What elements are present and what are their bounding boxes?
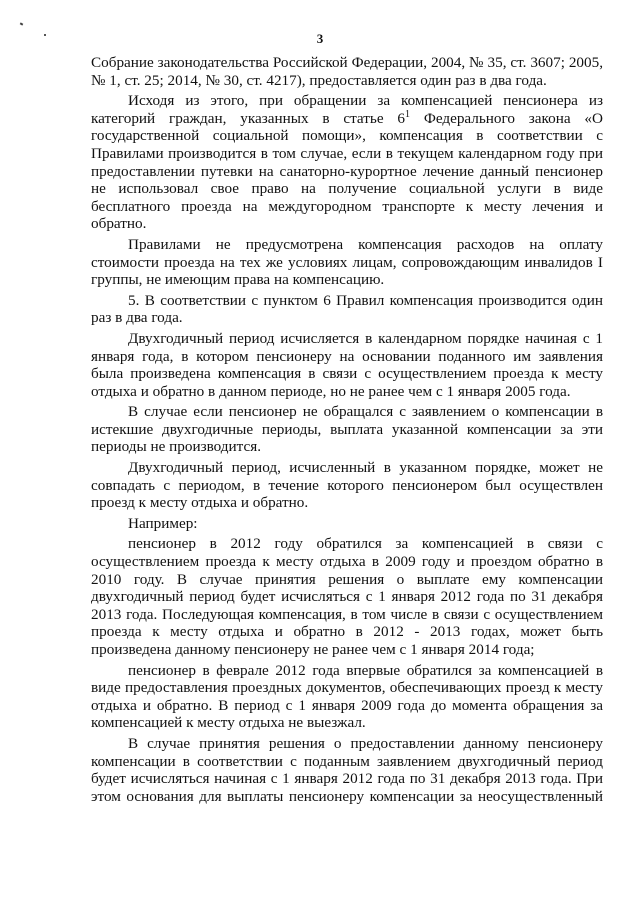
paragraph-period-mismatch: Двухгодичный период, исчисленный в указанном порядке, может не совпадать с периодом, в течение которого пенсионером был осуществлен проезд к месту отдыха и обратно. <box>91 459 603 512</box>
paragraph-example-1: пенсионер в 2012 году обратился за компенсацией в связи с осуществлением проезда к месту отдыха в 2009 году и проездом обратно в 2010 году. В случае принятия решения о выплате ему компенсации двухгодичный период будет исчисляться с 1 января 2012 года по 31 декабря 2013 года. Последующая компенсация, в том числе в связи с осуществлением проезда к месту отдыха и обратно в 2012 - 2013 годах, может быть произведена данному пенсионеру не ранее чем с 1 января 2014 года; <box>91 535 603 658</box>
paragraph-example-heading: Например: <box>128 514 198 532</box>
paragraph-decision: В случае принятия решения о предоставлении данному пенсионеру компенсации в соответствии с поданным заявлением двухгодичный период будет исчисляться начиная с 1 января 2012 года по 31 декабря 2013 года. При этом основания для выплаты пенсионеру компенсации за неосуществленный <box>91 734 603 805</box>
paragraph-compensation-conditions: Исходя из этого, при обращении за компенсацией пенсионера из категорий граждан, указанных в статье $6^1$ Федерального закона «О государственной социальной помощи», компенсация в соответствии с Правилами производится в том случае, если в текущем календарном году при предоставлении путевки на санаторно-курортное лечение данный пенсионер не использовал свое право на получение социальной услуги в виде бесплатного проезда на междугородном транспорте к месту лечения и обратно. <box>91 92 603 233</box>
paragraph-example-2: пенсионер в феврале 2012 года впервые обратился за компенсацией в виде предоставления проездных документов, обеспечивающих проезд к месту отдыха и обратно. В период с 1 января 2009 года до момента обращения за компенсацией к месту отдыха не выезжал. <box>91 661 603 732</box>
paragraph-point-5: 5. В соответствии с пунктом 6 Правил компенсация производится один раз в два года. <box>91 291 603 327</box>
scan-mark <box>20 22 24 25</box>
paragraph-continuation: Собрание законодательства Российской Федерации, 2004, № 35, ст. 3607; 2005, № 1, ст. 25; 2014, № 30, ст. 4217), предоставляется один раз в два года. <box>91 54 603 89</box>
paragraph-escort-rule: Правилами не предусмотрена компенсация расходов на оплату стоимости проезда на тех же условиях лицам, сопровождающим инвалидов I группы, не имеющим права на компенсацию. <box>91 235 603 289</box>
document-body <box>91 54 603 805</box>
page-number: 3 <box>316 31 324 46</box>
paragraph-two-year-period: Двухгодичный период исчисляется в календарном порядке начиная с 1 января года, в котором пенсионеру на основании поданного им заявления была произведена компенсация в связи с осуществлением проезда к месту отдыха и обратно в данном периоде, но не ранее чем с 1 января 2005 года. <box>91 329 603 400</box>
paragraph-no-claim: В случае если пенсионер не обращался с заявлением о компенсации в истекшие двухгодичные периоды, выплата указанной компенсации за эти периоды не производится. <box>91 403 603 456</box>
